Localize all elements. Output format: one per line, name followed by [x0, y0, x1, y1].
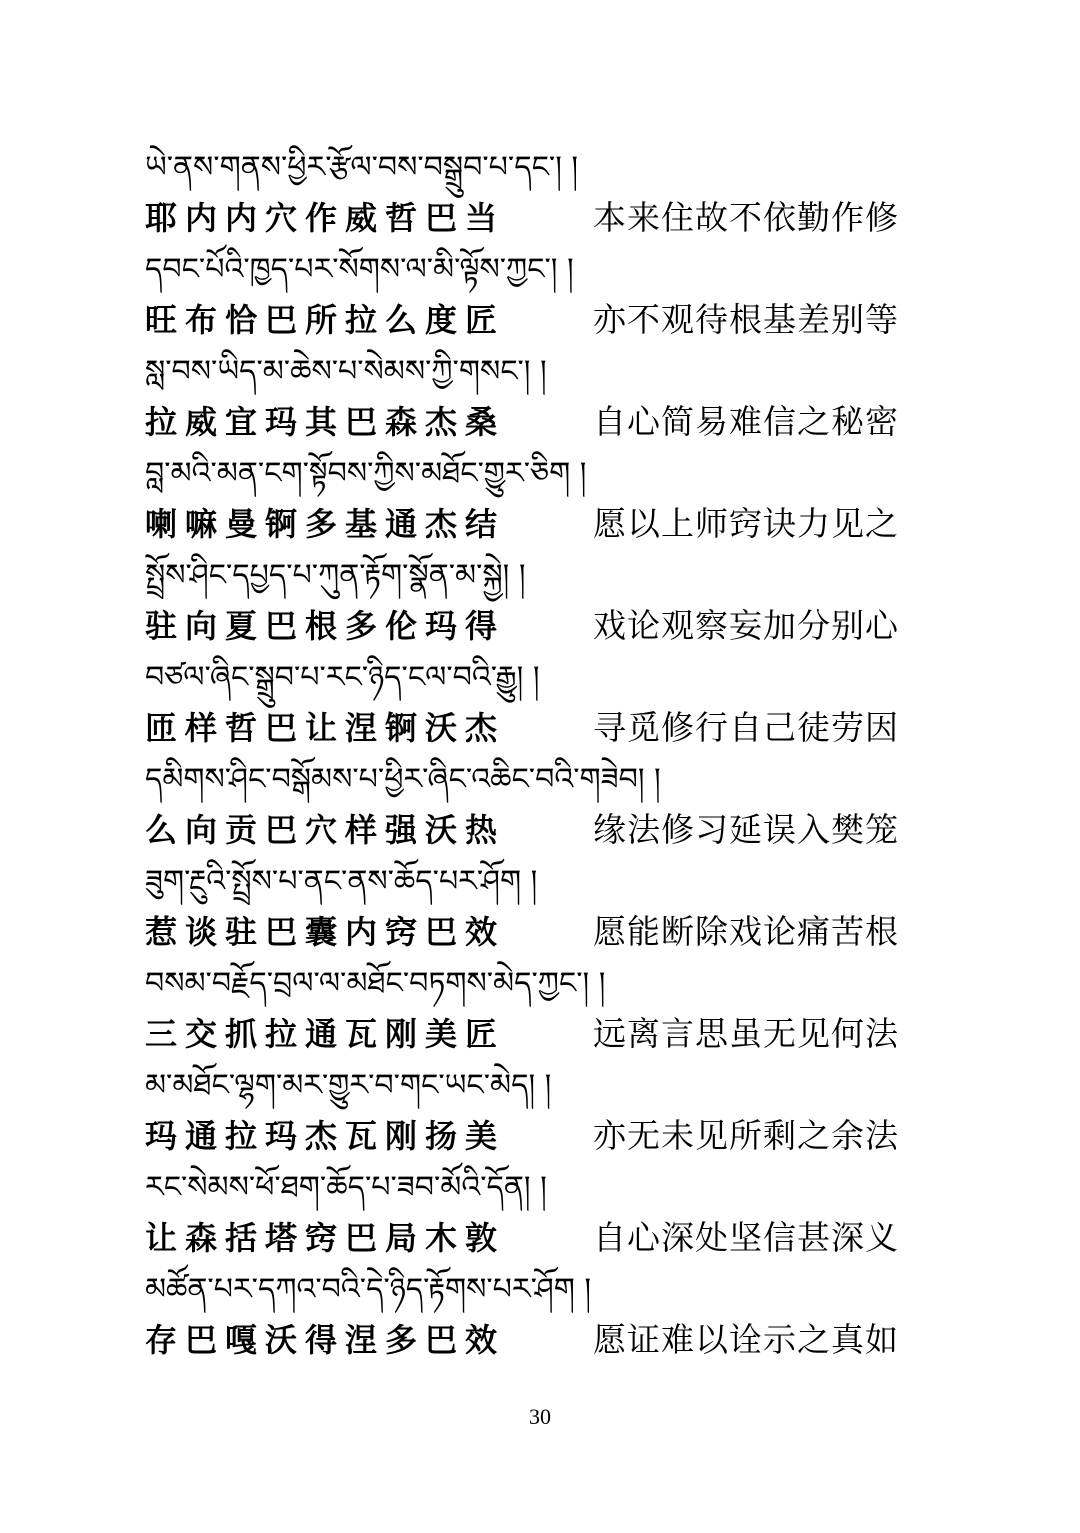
chinese-transliteration: 旺布恰巴所拉么度匠 [145, 301, 506, 339]
chinese-transliteration: 存巴嘎沃得涅多巴效 [145, 1321, 506, 1359]
chinese-translation: 愿证难以诠示之真如 [593, 1320, 899, 1359]
chinese-translation: 远离言思虽无见何法 [593, 1014, 899, 1053]
chinese-translation: 愿以上师窍诀力见之 [593, 504, 899, 543]
chinese-translation: 愿能断除戏论痛苦根 [593, 912, 899, 951]
tibetan-line: དབང་པོའི་ཁྱད་པར་སོགས་ལ་མི་ལྟོས་ཀྱང་། ། [145, 252, 574, 287]
tibetan-line: སྤྲོས་ཤིང་དཔྱད་པ་ཀུན་རྟོག་སྣོན་མ་སྐྱེ། ། [145, 558, 526, 593]
chinese-transliteration: 拉威宜玛其巴森杰桑 [145, 403, 506, 441]
tibetan-line: བཙལ་ཞིང་སྒྲུབ་པ་རང་ཉིད་ངལ་བའི་རྒྱུ། ། [145, 660, 540, 695]
chinese-transliteration: 惹谈驻巴囊内窍巴效 [145, 913, 506, 951]
chinese-transliteration: 驻向夏巴根多伦玛得 [145, 607, 506, 645]
chinese-transliteration: 匝样哲巴让涅锕沃杰 [145, 709, 506, 747]
chinese-translation: 自心深处坚信甚深义 [593, 1218, 899, 1257]
chinese-transliteration: 么向贡巴穴样强沃热 [145, 811, 506, 849]
chinese-translation: 亦无未见所剩之余法 [593, 1116, 899, 1155]
chinese-translation: 戏论观察妄加分别心 [593, 606, 899, 645]
tibetan-line: དམིགས་ཤིང་བསྒོམས་པ་ཕྱིར་ཞིང་འཆིང་བའི་གཟེབ། ། [145, 762, 661, 797]
tibetan-line: ཟུག་རྔུའི་སྤྲོས་པ་ནང་ནས་ཆོད་པར་ཤོག ། [145, 864, 538, 899]
tibetan-line: སླ་བས་ཡིད་མ་ཆེས་པ་སེམས་ཀྱི་གསང་། ། [145, 354, 547, 389]
chinese-translation: 亦不观待根基差别等 [593, 300, 899, 339]
chinese-translation: 本来住故不依勤作修 [593, 198, 899, 237]
chinese-translation: 寻觅修行自己徒劳因 [593, 708, 899, 747]
chinese-transliteration: 三交抓拉通瓦刚美匠 [145, 1015, 506, 1053]
chinese-translation: 缘法修习延误入樊笼 [593, 810, 899, 849]
tibetan-line: མ་མཐོང་ལྷག་མར་གྱུར་བ་གང་ཡང་མེད། ། [145, 1068, 552, 1103]
tibetan-line: བསམ་བརྗོད་བྲལ་ལ་མཐོང་བཏགས་མེད་ཀྱང་། ། [145, 966, 606, 1001]
tibetan-line: བླ་མའི་མན་ངག་སྟོབས་ཀྱིས་མཐོང་གྱུར་ཅིག ། [145, 456, 587, 491]
chinese-transliteration: 耶内内穴作威哲巴当 [145, 199, 506, 237]
chinese-transliteration: 玛通拉玛杰瓦刚扬美 [145, 1117, 506, 1155]
tibetan-line: མཚོན་པར་དཀའ་བའི་དེ་ཉིད་རྟོགས་པར་ཤོག ། [145, 1272, 592, 1307]
chinese-transliteration: 让森括塔窍巴局木敦 [145, 1219, 506, 1257]
tibetan-line: ཡེ་ནས་གནས་ཕྱིར་རྩོལ་བས་བསྒྲུབ་པ་དང་། ། [145, 150, 579, 185]
page-number: 30 [529, 1404, 551, 1429]
chinese-translation: 自心简易难信之秘密 [593, 402, 899, 441]
chinese-transliteration: 喇嘛曼锕多基通杰结 [145, 505, 506, 543]
tibetan-line: རང་སེམས་ཕོ་ཐག་ཆོད་པ་ཟབ་མོའི་དོན། ། [145, 1170, 547, 1205]
